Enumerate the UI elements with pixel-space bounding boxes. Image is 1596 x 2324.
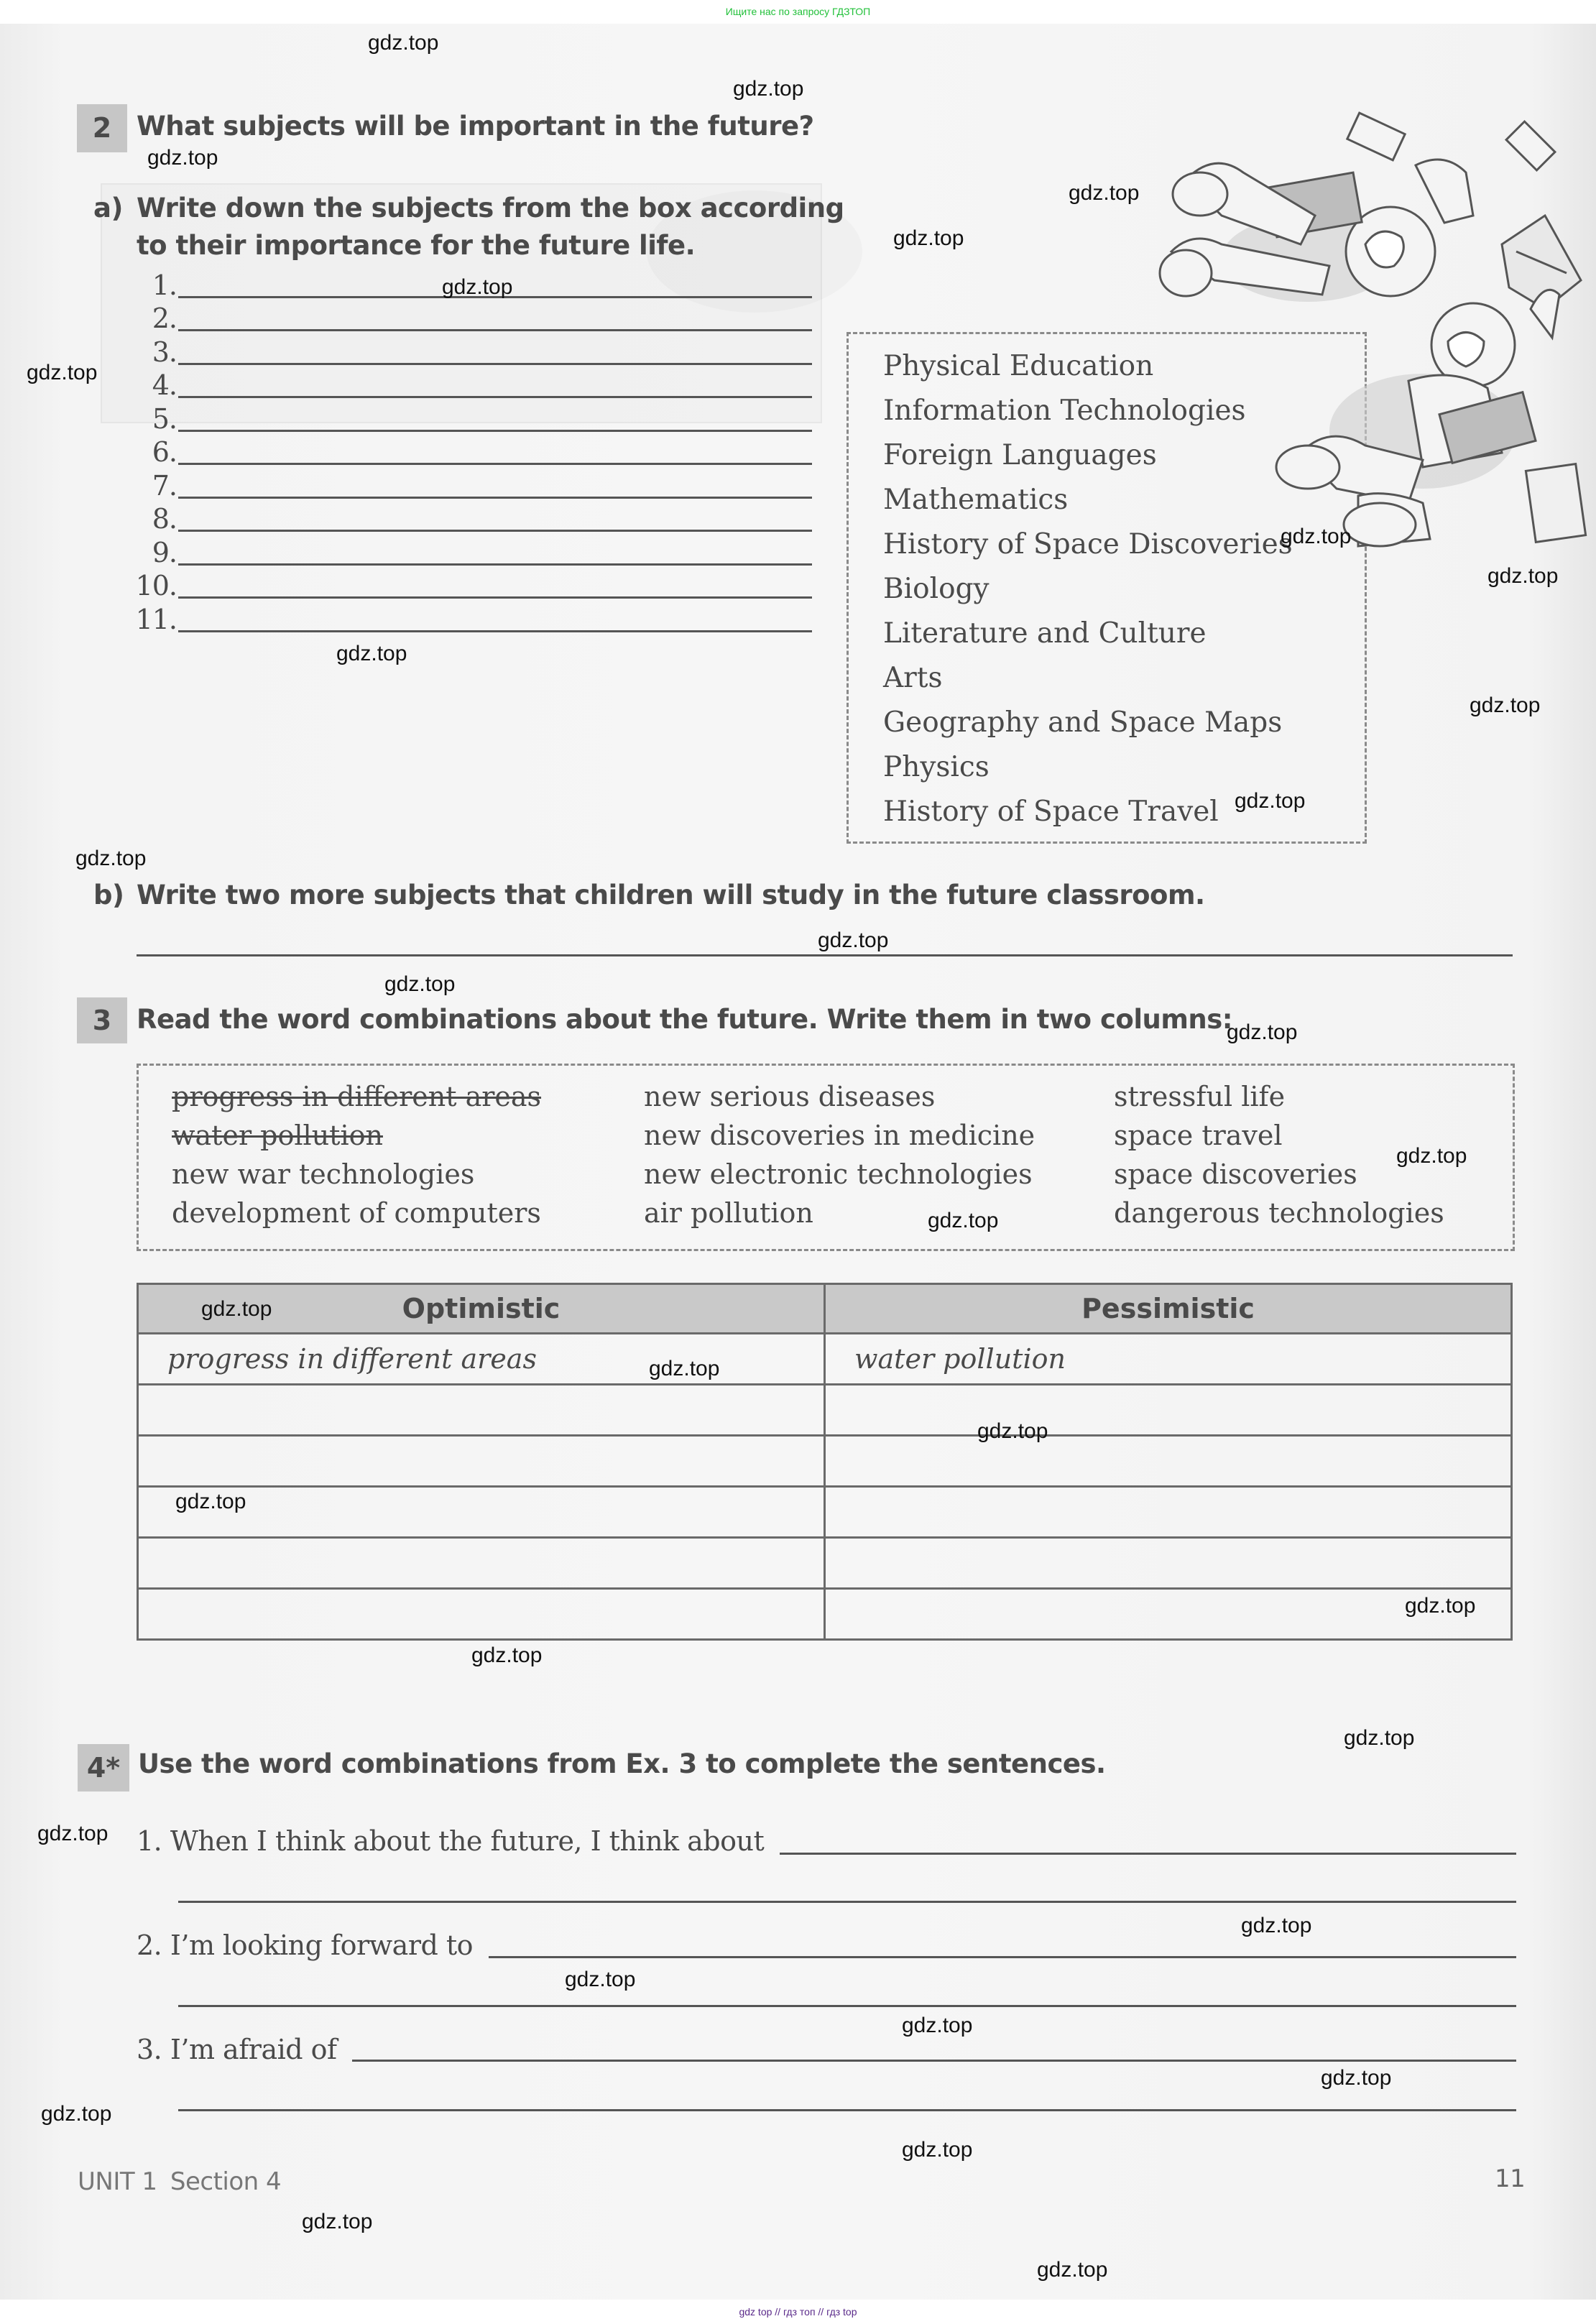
table-cell[interactable] <box>825 1385 1512 1436</box>
table-row <box>138 1436 1512 1487</box>
answer-line-10[interactable] <box>135 570 812 603</box>
subject-item: Physics <box>883 751 990 783</box>
footer-unit-section <box>78 2167 281 2196</box>
subject-item: Biology <box>883 573 990 605</box>
subject-item: History of Space Travel <box>883 796 1219 828</box>
answer-number: 7. <box>152 470 177 502</box>
footer-unit: UNIT 1 <box>78 2167 157 2196</box>
answer-line-4[interactable] <box>144 369 812 402</box>
answer-line-9[interactable] <box>144 537 812 570</box>
table-row <box>138 1538 1512 1589</box>
watermark: gdz.top <box>818 928 889 952</box>
table-row <box>138 1334 1512 1385</box>
combination-item: water pollution <box>172 1120 383 1151</box>
combination-item: new war technologies <box>172 1158 475 1190</box>
combination-item: progress in different areas <box>172 1081 542 1112</box>
top-banner-text: Ищите нас по запросу ГДЗТОП <box>725 6 871 17</box>
answer-number: 11. <box>135 604 177 635</box>
exercise-2-badge <box>77 104 127 152</box>
column-header-optimistic: Optimistic <box>138 1284 825 1334</box>
bottom-banner-text: gdz top // гдз топ // гдз top <box>739 2306 857 2318</box>
table-cell[interactable] <box>825 1487 1512 1538</box>
answer-line-11[interactable] <box>135 604 812 637</box>
sentence-number: 3. <box>137 2034 162 2065</box>
watermark: gdz.top <box>1069 181 1140 205</box>
combination-item: new electronic technologies <box>644 1158 1033 1190</box>
watermark: gdz.top <box>1470 693 1541 717</box>
watermark: gdz.top <box>649 1357 720 1380</box>
watermark: gdz.top <box>201 1297 272 1321</box>
table-cell[interactable]: progress in different areas <box>138 1334 825 1385</box>
sentence-1-answer-line[interactable] <box>780 1853 1516 1855</box>
table-cell[interactable] <box>138 1538 825 1589</box>
answer-line-6[interactable] <box>144 436 812 469</box>
exercise-3-title: Read the word combinations about the future. Write them in two columns: <box>137 1004 1233 1035</box>
watermark: gdz.top <box>1396 1144 1467 1168</box>
watermark: gdz.top <box>1227 1020 1298 1044</box>
table-cell[interactable] <box>138 1436 825 1487</box>
table-cell[interactable] <box>138 1385 825 1436</box>
answer-number: 2. <box>152 303 177 334</box>
footer-section: Section 4 <box>170 2167 282 2196</box>
answer-line-3[interactable] <box>144 336 812 369</box>
sentence-3-answer-line-2[interactable] <box>178 2109 1516 2111</box>
combination-item: air pollution <box>644 1197 813 1229</box>
answer-line-7[interactable] <box>144 470 812 503</box>
exercise-3-badge <box>77 997 127 1043</box>
watermark: gdz.top <box>147 146 218 170</box>
watermark: gdz.top <box>442 275 513 299</box>
part-a-instruction-line1: Write down the subjects from the box according <box>137 193 844 223</box>
combination-item: new discoveries in medicine <box>644 1120 1035 1151</box>
part-b-answer-line[interactable] <box>137 954 1513 956</box>
sentence-1-answer-line-2[interactable] <box>178 1901 1516 1903</box>
sentence-1 <box>137 1825 764 1857</box>
table-cell[interactable] <box>138 1589 825 1640</box>
combination-item: new serious diseases <box>644 1081 936 1112</box>
exercise-4-badge <box>78 1744 129 1792</box>
subject-item: Mathematics <box>883 484 1069 516</box>
exercise-2-title: What subjects will be important in the future? <box>137 111 814 142</box>
word-combinations-box <box>137 1064 1515 1251</box>
watermark: gdz.top <box>1344 1726 1415 1750</box>
subject-item: Physical Education <box>883 350 1154 382</box>
exercise-number: 4* <box>86 1752 121 1784</box>
subject-item: History of Space Discoveries <box>883 528 1293 561</box>
watermark: gdz.top <box>733 77 804 101</box>
combination-item: dangerous technologies <box>1114 1197 1444 1229</box>
table-cell[interactable]: water pollution <box>825 1334 1512 1385</box>
subject-item: Arts <box>883 662 943 694</box>
optimistic-pessimistic-table <box>137 1283 1513 1641</box>
subject-item: Geography and Space Maps <box>883 706 1283 739</box>
sentence-text: When I think about the future, I think about <box>170 1825 765 1857</box>
watermark: gdz.top <box>41 2102 112 2126</box>
answer-number: 8. <box>152 503 177 535</box>
subject-item: Information Technologies <box>883 395 1246 427</box>
column-header-pessimistic: Pessimistic <box>825 1284 1512 1334</box>
watermark: gdz.top <box>1321 2066 1392 2090</box>
part-b-instruction: Write two more subjects that children will study in the future classroom. <box>137 880 1205 910</box>
exercise-4-title: Use the word combinations from Ex. 3 to complete the sentences. <box>138 1748 1106 1779</box>
watermark: gdz.top <box>27 361 98 384</box>
answer-number: 1. <box>152 269 177 301</box>
table-row <box>138 1487 1512 1538</box>
sentence-2-answer-line[interactable] <box>489 1956 1516 1958</box>
sentence-3 <box>137 2034 337 2065</box>
combination-item: stressful life <box>1114 1081 1286 1112</box>
watermark: gdz.top <box>1405 1594 1476 1618</box>
answer-number: 3. <box>152 336 177 368</box>
answer-line-2[interactable] <box>144 303 812 336</box>
sentence-2-answer-line-2[interactable] <box>178 2005 1516 2007</box>
bottom-banner <box>0 2300 1596 2324</box>
watermark: gdz.top <box>1281 525 1352 548</box>
sentence-number: 1. <box>137 1825 162 1857</box>
watermark: gdz.top <box>902 2014 973 2037</box>
part-a-instruction-line2: to their importance for the future life. <box>137 230 696 261</box>
sentence-text: I’m afraid of <box>170 2034 337 2065</box>
part-a-label: a) <box>93 193 123 223</box>
watermark: gdz.top <box>37 1822 109 1845</box>
answer-number: 4. <box>152 369 177 401</box>
sentence-2 <box>137 1929 473 1961</box>
answer-line-5[interactable] <box>144 403 812 436</box>
watermark: gdz.top <box>565 1968 636 1991</box>
page-number: 11 <box>1495 2164 1526 2193</box>
watermark: gdz.top <box>471 1643 543 1667</box>
sentence-number: 2. <box>137 1929 162 1961</box>
watermark: gdz.top <box>302 2210 373 2233</box>
watermark: gdz.top <box>928 1209 999 1232</box>
answer-number: 6. <box>152 436 177 468</box>
combination-item: development of computers <box>172 1197 541 1229</box>
sentence-text: I’m looking forward to <box>170 1929 474 1961</box>
answer-number: 5. <box>152 403 177 435</box>
watermark: gdz.top <box>1487 564 1559 588</box>
exercise-number: 3 <box>92 1005 112 1036</box>
watermark: gdz.top <box>75 847 147 870</box>
watermark: gdz.top <box>1241 1914 1312 1937</box>
table-row <box>138 1589 1512 1640</box>
watermark: gdz.top <box>1235 789 1306 813</box>
subject-item: Literature and Culture <box>883 617 1207 650</box>
combination-item: space travel <box>1114 1120 1283 1151</box>
watermark: gdz.top <box>384 972 456 996</box>
table-row <box>138 1385 1512 1436</box>
answer-line-8[interactable] <box>144 503 812 536</box>
astronauts-with-books-illustration <box>1143 93 1588 553</box>
part-b-label: b) <box>93 880 124 910</box>
watermark: gdz.top <box>977 1419 1048 1443</box>
watermark: gdz.top <box>175 1490 246 1513</box>
combination-item: space discoveries <box>1114 1158 1357 1190</box>
answer-number: 9. <box>152 537 177 568</box>
watermark: gdz.top <box>1037 2258 1108 2282</box>
subject-item: Foreign Languages <box>883 439 1157 471</box>
watermark: gdz.top <box>368 31 439 55</box>
table-cell[interactable] <box>825 1436 1512 1487</box>
exercise-number: 2 <box>92 112 112 144</box>
table-cell[interactable] <box>825 1538 1512 1589</box>
watermark: gdz.top <box>902 2138 973 2162</box>
watermark: gdz.top <box>893 226 964 250</box>
top-banner <box>0 0 1596 24</box>
watermark: gdz.top <box>336 642 407 665</box>
sentence-3-answer-line[interactable] <box>352 2060 1516 2062</box>
answer-number: 10. <box>135 570 177 601</box>
